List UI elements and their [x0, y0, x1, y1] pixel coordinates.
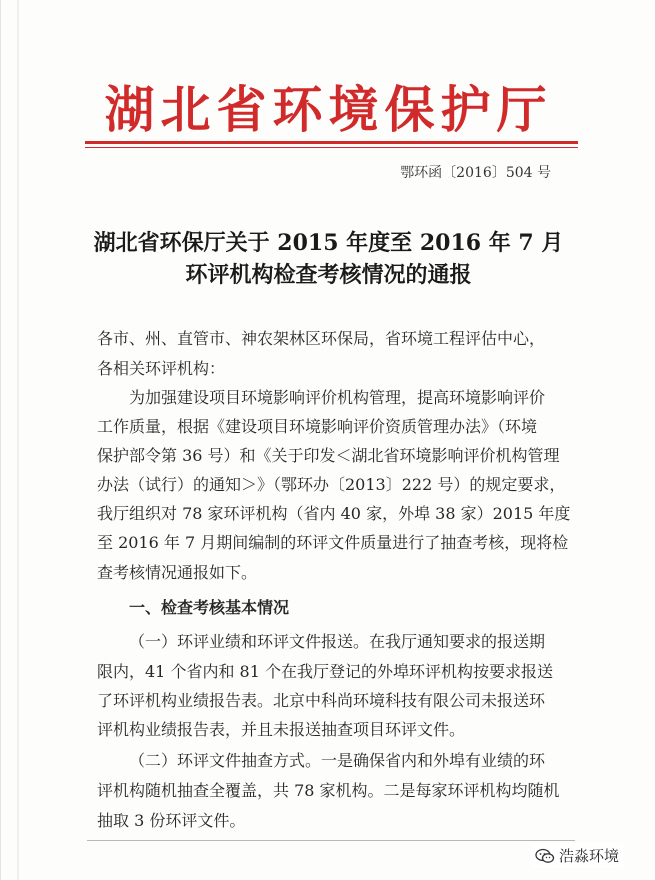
document-title-line-1: 湖北省环保厅关于 2015 年度至 2016 年 7 月 — [93, 230, 564, 256]
paragraph-line: 办法（试行）的通知＞》（鄂环办〔2013〕222 号）的规定要求， — [97, 475, 566, 494]
document-title-line-2: 环评机构检查考核情况的通报 — [185, 262, 472, 288]
paragraph-line: 为加强建设项目环境影响评价机构管理，提高环境影响评价 — [129, 388, 546, 407]
paragraph-line: 工作质量，根据《建设项目环境影响评价资质管理办法》（环境 — [97, 417, 538, 436]
document-number: 鄂环函〔2016〕504 号 — [400, 165, 551, 181]
paragraph-line: 查考核情况通报如下。 — [97, 563, 258, 582]
source-watermark — [531, 843, 623, 868]
watermark-text: 浩淼环境 — [559, 847, 620, 865]
agency-masthead: 湖北省环境保护厅 — [104, 81, 553, 139]
paragraph-line: 评机构业绩报告表，并且未报送抽查项目环评文件。 — [97, 720, 466, 739]
paragraph-line: 评机构随机抽查全覆盖，共 78 家机构。二是每家环评机构均随机 — [97, 781, 560, 800]
paragraph-line: （一）环评业绩和环评文件报送。在我厅通知要求的报送期 — [129, 632, 546, 651]
paragraph-line: 抽取 3 份环评文件。 — [97, 811, 246, 830]
footer-rule — [87, 840, 575, 841]
paragraph-line: 保护部令第 36 号）和《关于印发＜湖北省环境影响评价机构管理 — [97, 446, 560, 465]
red-rule-thin — [85, 147, 578, 148]
paragraph-line: 至 2016 年 7 月期间编制的环评文件质量进行了抽查考核，现将检 — [97, 533, 569, 552]
paragraph-line: 限内，41 个省内和 81 个在我厅登记的外埠环评机构按要求报送 — [97, 662, 553, 681]
paragraph-line: 了环评机构业绩报告表。北京中科尚环境科技有限公司未报送环 — [97, 691, 546, 710]
paragraph-line: （二）环评文件抽查方式。一是确保省内和外埠有业绩的环 — [129, 751, 546, 770]
addressee-line-2: 各相关环评机构： — [97, 359, 226, 378]
wechat-icon — [535, 848, 555, 864]
paragraph-line: 我厅组织对 78 家环评机构（省内 40 家，外埠 38 家）2015 年度 — [97, 504, 571, 523]
red-rule-thick — [85, 141, 578, 144]
addressee-line-1: 各市、州、直管市、神农架林区环保局，省环境工程评估中心， — [97, 329, 546, 348]
section-heading: 一、检查考核基本情况 — [129, 598, 290, 617]
